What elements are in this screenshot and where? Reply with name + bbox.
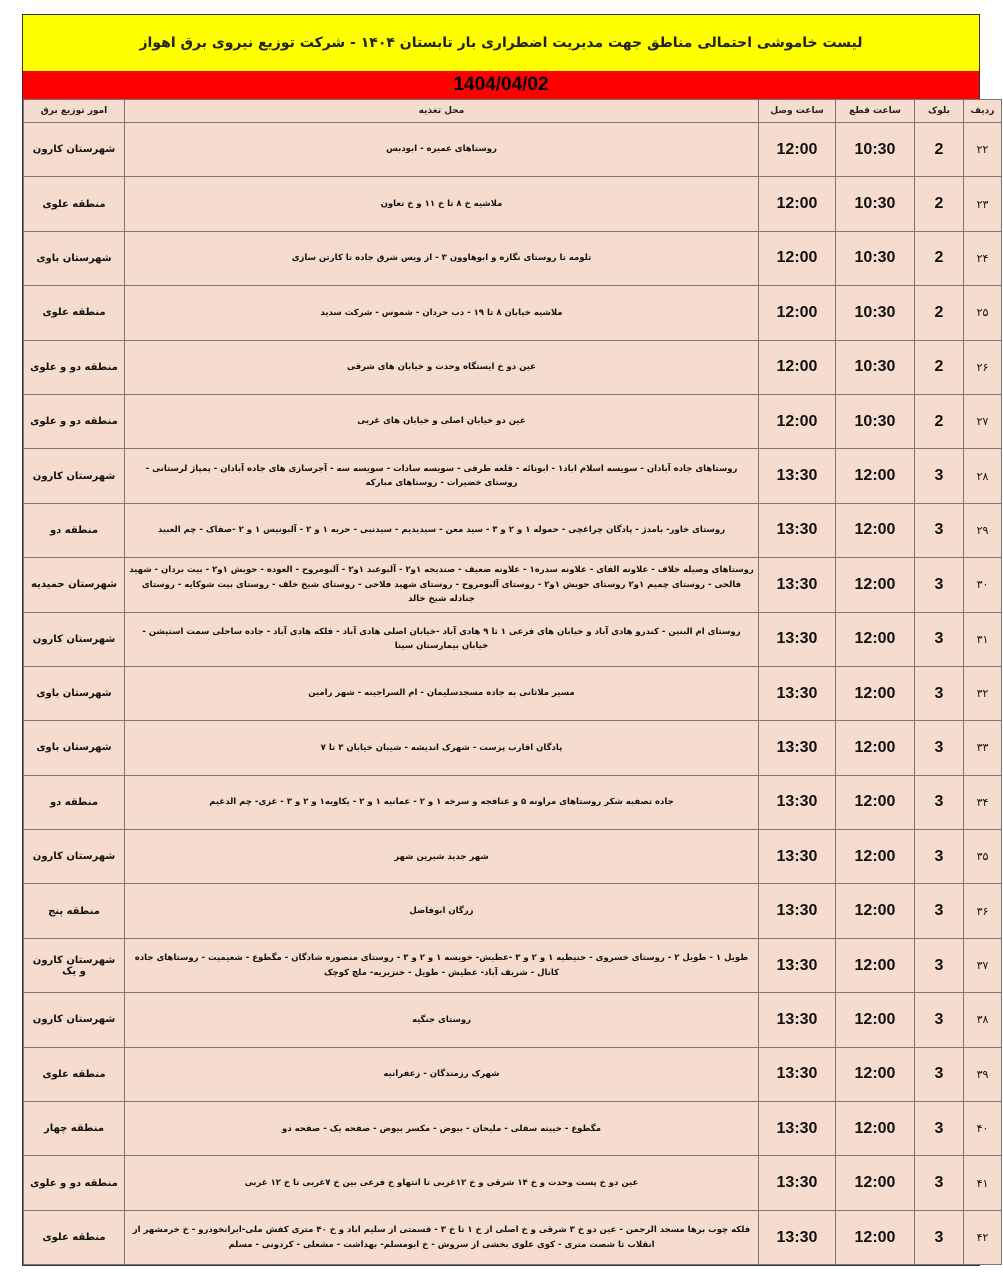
outage-table (23, 99, 1002, 1265)
row-number: ۳۴ (964, 775, 1002, 829)
distribution-region: منطقه دو و علوی (24, 1156, 125, 1210)
table-row (24, 1102, 1002, 1156)
row-number: ۴۰ (964, 1102, 1002, 1156)
feed-location: روستای جنگیه (125, 993, 759, 1047)
feed-location: جاده تصفیه شکر روستاهای مراونه ۵ و عنافجه و سرخه ۱ و ۲ - عمانیه ۱ و ۲ - یکاویه۱ و ۲ و ۳ - غزی- چم الدغیم (125, 775, 759, 829)
row-number: ۲۶ (964, 340, 1002, 394)
cut-time: 10:30 (836, 340, 915, 394)
row-number: ۳۳ (964, 721, 1002, 775)
block-number: 3 (915, 558, 964, 612)
block-number: 3 (915, 775, 964, 829)
block-number: 2 (915, 340, 964, 394)
row-number: ۳۶ (964, 884, 1002, 938)
row-number: ۳۱ (964, 612, 1002, 666)
table-row (24, 1156, 1002, 1210)
table-row (24, 340, 1002, 394)
header-location: محل تغذیه (125, 100, 759, 123)
connect-time: 13:30 (759, 503, 836, 557)
table-row (24, 1047, 1002, 1101)
table-row (24, 449, 1002, 503)
cut-time: 12:00 (836, 449, 915, 503)
feed-location: شهر جدید شیرین شهر (125, 830, 759, 884)
connect-time: 12:00 (759, 394, 836, 448)
date-banner: 1404/04/02 (23, 71, 979, 100)
connect-time: 12:00 (759, 286, 836, 340)
distribution-region: منطقه چهار (24, 1102, 125, 1156)
table-row (24, 123, 1002, 177)
feed-location: شهرک رزمندگان - زعفرانیه (125, 1047, 759, 1101)
connect-time: 12:00 (759, 177, 836, 231)
table-row (24, 612, 1002, 666)
feed-location: ملاشیه خ ۸ تا خ ۱۱ و خ تعاون (125, 177, 759, 231)
table-row (24, 177, 1002, 231)
cut-time: 12:00 (836, 721, 915, 775)
table-row (24, 1210, 1002, 1264)
distribution-region: منطقه دو و علوی (24, 340, 125, 394)
row-number: ۳۷ (964, 938, 1002, 992)
block-number: 3 (915, 612, 964, 666)
table-row (24, 286, 1002, 340)
block-number: 3 (915, 449, 964, 503)
block-number: 2 (915, 394, 964, 448)
row-number: ۳۲ (964, 666, 1002, 720)
row-number: ۲۸ (964, 449, 1002, 503)
row-number: ۴۲ (964, 1210, 1002, 1264)
row-number: ۲۵ (964, 286, 1002, 340)
block-number: 3 (915, 884, 964, 938)
block-number: 2 (915, 231, 964, 285)
distribution-region: منطقه علوی (24, 1047, 125, 1101)
connect-time: 13:30 (759, 993, 836, 1047)
row-number: ۳۹ (964, 1047, 1002, 1101)
cut-time: 12:00 (836, 830, 915, 884)
distribution-region: منطقه علوی (24, 286, 125, 340)
feed-location: مگطوع - خیینه سفلی - ملیحان - بیوض - مکسر بیوض - صفحه یک - صفحه دو (125, 1102, 759, 1156)
header-cut-time: ساعت قطع (836, 100, 915, 123)
feed-location: طویل ۱ - طویل ۲ - روستای خسروی - حنیطیه ۱ و ۲ و ۳ -عطیش- خویسه ۱ و ۲ و ۳ - روستای منصوره شادگان - مگطوع - شعیمیت - روستاهای جاده کانال - شریف آباد- عطیش - طویل - خنزیریه- ملچ کوچک (125, 938, 759, 992)
cut-time: 12:00 (836, 666, 915, 720)
block-number: 3 (915, 938, 964, 992)
table-row (24, 884, 1002, 938)
table-row (24, 721, 1002, 775)
distribution-region: شهرستان کارون (24, 123, 125, 177)
cut-time: 10:30 (836, 231, 915, 285)
distribution-region: شهرستان باوی (24, 231, 125, 285)
connect-time: 13:30 (759, 558, 836, 612)
distribution-region: شهرستان باوی (24, 666, 125, 720)
feed-location: ملاشیه خیابان ۸ تا ۱۹ - دب حردان - شموس - شرکت سدید (125, 286, 759, 340)
table-body (24, 123, 1002, 1265)
connect-time: 13:30 (759, 1047, 836, 1101)
connect-time: 13:30 (759, 449, 836, 503)
distribution-region: شهرستان کارون (24, 449, 125, 503)
distribution-region: شهرستان کارون و یک (24, 938, 125, 992)
page-title: لیست خاموشی احتمالی مناطق جهت مدیریت اضطراری بار تابستان ۱۴۰۴ - شرکت توزیع نیروی برق اهواز (23, 15, 979, 72)
feed-location: روستاهای جاده آبادان - سویسه اسلام اباد۱ - ابونائه - قلعه طرفی - سویسه سادات - سویسه سه - آجرسازی های جاده آبادان - پمپاژ لرستانی - روستای خضیرات - روستاهای مبارکه (125, 449, 759, 503)
distribution-region: شهرستان کارون (24, 993, 125, 1047)
distribution-region: منطقه دو (24, 775, 125, 829)
connect-time: 13:30 (759, 884, 836, 938)
connect-time: 13:30 (759, 666, 836, 720)
cut-time: 10:30 (836, 123, 915, 177)
row-number: ۲۴ (964, 231, 1002, 285)
cut-time: 12:00 (836, 1047, 915, 1101)
row-number: ۲۲ (964, 123, 1002, 177)
feed-location: روستای خاور- بامدژ - پادگان چراغچی - حموله ۱ و ۲ و ۳ - سید معن - سیدیدیم - سیدنبی - حریه ۱ و ۲ - آلبونیس ۱ و ۲ -صفاک - چم العبید (125, 503, 759, 557)
header-region: امور توزیع برق (24, 100, 125, 123)
connect-time: 13:30 (759, 721, 836, 775)
row-number: ۴۱ (964, 1156, 1002, 1210)
row-number: ۳۰ (964, 558, 1002, 612)
connect-time: 13:30 (759, 830, 836, 884)
table-row (24, 503, 1002, 557)
connect-time: 12:00 (759, 123, 836, 177)
distribution-region: منطقه علوی (24, 177, 125, 231)
cut-time: 12:00 (836, 884, 915, 938)
cut-time: 12:00 (836, 938, 915, 992)
distribution-region: منطقه پنج (24, 884, 125, 938)
table-row (24, 993, 1002, 1047)
block-number: 3 (915, 1047, 964, 1101)
block-number: 3 (915, 830, 964, 884)
block-number: 2 (915, 177, 964, 231)
header-row-no: ردیف (964, 100, 1002, 123)
block-number: 2 (915, 286, 964, 340)
connect-time: 12:00 (759, 340, 836, 394)
row-number: ۳۸ (964, 993, 1002, 1047)
block-number: 3 (915, 503, 964, 557)
block-number: 2 (915, 123, 964, 177)
cut-time: 12:00 (836, 1156, 915, 1210)
block-number: 3 (915, 1156, 964, 1210)
header-connect-time: ساعت وصل (759, 100, 836, 123)
distribution-region: منطقه دو و علوی (24, 394, 125, 448)
distribution-region: منطقه علوی (24, 1210, 125, 1264)
feed-location: زرگان ابوفاضل (125, 884, 759, 938)
distribution-region: شهرستان کارون (24, 830, 125, 884)
distribution-region: منطقه دو (24, 503, 125, 557)
connect-time: 13:30 (759, 1156, 836, 1210)
cut-time: 12:00 (836, 993, 915, 1047)
cut-time: 12:00 (836, 1102, 915, 1156)
table-row (24, 394, 1002, 448)
feed-location: عین دو خ پست وحدت و خ ۱۴ شرقی و خ ۱۲غربی تا انتهاو خ فرعی بین خ ۷غربی تا خ ۱۲ غربی (125, 1156, 759, 1210)
cut-time: 10:30 (836, 394, 915, 448)
cut-time: 12:00 (836, 558, 915, 612)
table-header-row (24, 100, 1002, 123)
table-row (24, 830, 1002, 884)
feed-location: روستاهای عمیره - ابودبس (125, 123, 759, 177)
row-number: ۲۳ (964, 177, 1002, 231)
cut-time: 12:00 (836, 775, 915, 829)
table-row (24, 558, 1002, 612)
row-number: ۳۵ (964, 830, 1002, 884)
distribution-region: شهرستان حمیدیه (24, 558, 125, 612)
block-number: 3 (915, 1102, 964, 1156)
distribution-region: شهرستان باوی (24, 721, 125, 775)
feed-location: پادگان اقارب پرست - شهرک اندیشه - شیبان خیابان ۳ تا ۷ (125, 721, 759, 775)
connect-time: 13:30 (759, 775, 836, 829)
block-number: 3 (915, 721, 964, 775)
feed-location: عین دو خیابان اصلی و خیابان های غربی (125, 394, 759, 448)
connect-time: 13:30 (759, 1210, 836, 1264)
connect-time: 13:30 (759, 612, 836, 666)
feed-location: روستای ام البنین - کندرو هادی آباد و خیابان های فرعی ۱ تا ۹ هادی آباد -خیابان اصلی هادی آباد - فلکه هادی آباد - جاده ساحلی سمت استیشن - خیابان بیمارستان سینا (125, 612, 759, 666)
cut-time: 10:30 (836, 286, 915, 340)
document-frame (22, 14, 995, 1266)
connect-time: 13:30 (759, 1102, 836, 1156)
feed-location: مسیر ملاثانی به جاده مسجدسلیمان - ام السراجینه - شهر رامین (125, 666, 759, 720)
table-row (24, 938, 1002, 992)
table-row (24, 231, 1002, 285)
cut-time: 12:00 (836, 503, 915, 557)
distribution-region: شهرستان کارون (24, 612, 125, 666)
connect-time: 12:00 (759, 231, 836, 285)
feed-location: روستاهای وصیله خلاف - علاونه الفای - علاونه سدره۱ - علاونه ضعیف - صندیحه ۱و۲ - آلبوعبد ۱و۲ - آلبومروح - العوده - حویش ۱و۲ - بیت بردان - شهید فالحی - روستای چمیم ۱و۲ روستای حویش ۱و۲ - روستای آلبومروح - روستای شهید فلاحی - روستای شیخ خلف - روستای بیت شوکایه - روستای جنادله شیخ خالد (125, 558, 759, 612)
cut-time: 10:30 (836, 177, 915, 231)
table-row (24, 666, 1002, 720)
row-number: ۲۹ (964, 503, 1002, 557)
connect-time: 13:30 (759, 938, 836, 992)
feed-location: تلومه تا روستای نگازه و ابوهاوون ۳ - از ویس شرق جاده تا کارتن سازی (125, 231, 759, 285)
block-number: 3 (915, 1210, 964, 1264)
row-number: ۲۷ (964, 394, 1002, 448)
feed-location: فلکه چوب برها مسجد الرحمن - عین دو خ ۳ شرقی و خ اصلی از خ ۱ تا خ ۳ - قسمتی از سلیم اباد و خ ۴۰ متری کفش ملی-ایرانخودرو - خ خرمشهر از انقلاب تا شصت متری - کوی علوی بخشی از سروش - خ ابومسلم- بهداشت - مشعلی - کردونی - مسلم (125, 1210, 759, 1264)
cut-time: 12:00 (836, 612, 915, 666)
header-block: بلوک (915, 100, 964, 123)
cut-time: 12:00 (836, 1210, 915, 1264)
table-row (24, 775, 1002, 829)
block-number: 3 (915, 666, 964, 720)
feed-location: عین دو خ ایستگاه وحدت و خیابان های شرقی (125, 340, 759, 394)
block-number: 3 (915, 993, 964, 1047)
